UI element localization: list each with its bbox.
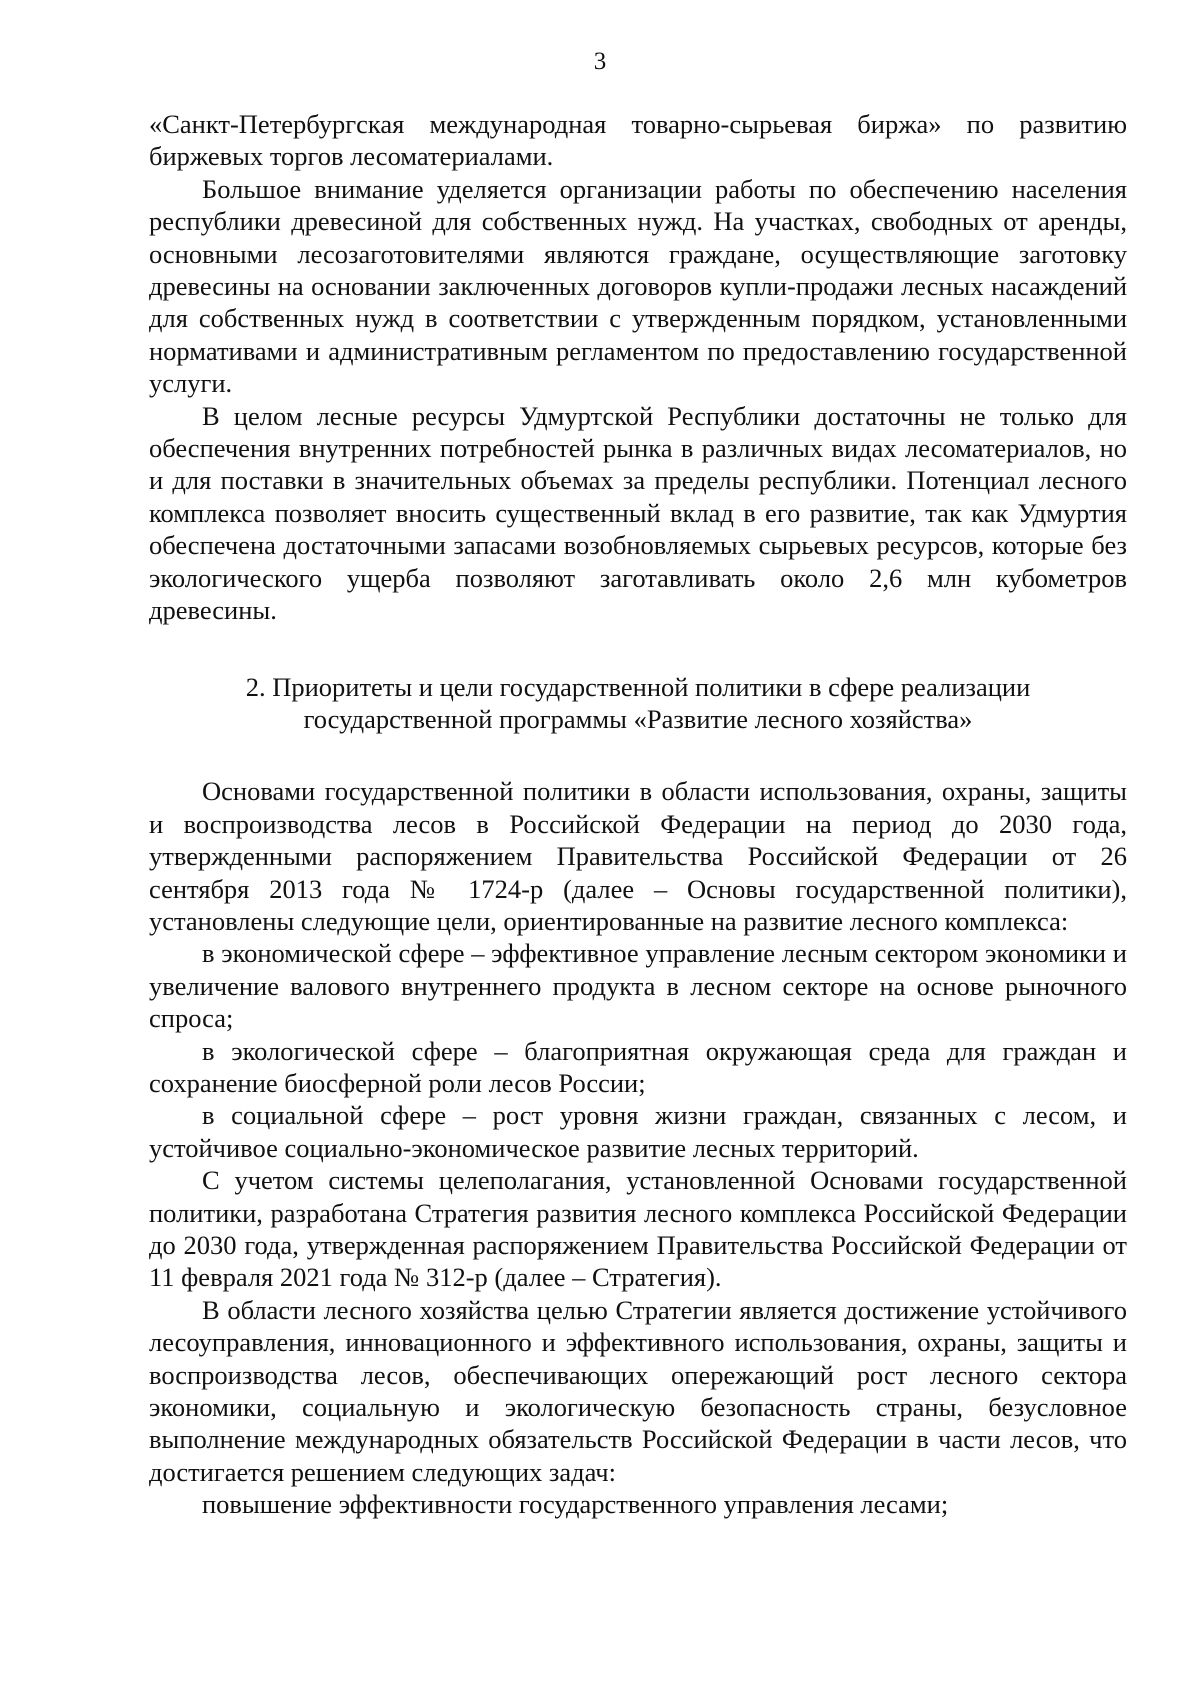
paragraph-forest-resources: В целом лесные ресурсы Удмуртской Республики достаточны не только для обеспечения внутренних потребностей рынка в различных видах лесоматериалов, но и для поставки в значительных объемах за пределы республики. Потенциал лесного комплекса позволяет вносить существенный вклад в его развитие, так как Удмуртия обеспечена достаточными запасами возобновляемых сырьевых ресурсов, которые без экологического ущерба позволяют заготавливать около 2,6 млн кубометров древесины. <box>149 400 1127 626</box>
paragraph-continuation: «Санкт-Петербургская международная товарно-сырьевая биржа» по развитию биржевых торгов лесоматериалами. <box>149 109 1127 172</box>
document-body <box>149 108 1127 1521</box>
paragraph-state-policy-basics: Основами государственной политики в области использования, охраны, защиты и воспроизводства лесов в Российской Федерации на период до 2030 года, утвержденными распоряжением Правительства Российской Федерации от 26 сентября 2013 года № 1724-р (далее – Основы государственной политики), установлены следующие цели, ориентированные на развитие лесного комплекса: <box>149 776 1127 936</box>
page-number: 3 <box>593 48 607 75</box>
paragraph-social-sphere: в социальной сфере – рост уровня жизни граждан, связанных с лесом, и устойчивое социально-экономическое развитие лесных территорий. <box>149 1100 1127 1163</box>
paragraph-economic-sphere: в экономической сфере – эффективное управление лесным сектором экономики и увеличение валового внутреннего продукта в лесном секторе на основе рыночного спроса; <box>149 938 1127 1034</box>
section-heading <box>149 671 1127 736</box>
paragraph-strategy-goal: В области лесного хозяйства целью Стратегии является достижение устойчивого лесоуправления, инновационного и эффективного использования, охраны, защиты и воспроизводства лесов, обеспечивающих опережающий рост лесного сектора экономики, социальную и экологическую безопасность страны, безусловное выполнение международных обязательств Российской Федерации в части лесов, что достигается решением следующих задач: <box>149 1294 1127 1487</box>
section-heading-line-1: 2. Приоритеты и цели государственной политики в сфере реализации <box>245 671 1031 702</box>
paragraph-wood-supply: Большое внимание уделяется организации работы по обеспечению населения республики древесиной для собственных нужд. На участках, свободных от аренды, основными лесозаготовителями являются граждане, осуществляющие заготовку древесины на основании заключенных договоров купли-продажи лесных насаждений для собственных нужд в соответствии с утвержденным порядком, установленными нормативами и административным регламентом по предоставлению государственной услуги. <box>149 173 1127 399</box>
paragraph-task-1: повышение эффективности государственного управления лесами; <box>202 1489 949 1520</box>
paragraph-ecological-sphere: в экологической сфере – благоприятная окружающая среда для граждан и сохранение биосферной роли лесов России; <box>149 1035 1127 1098</box>
paragraph-strategy: С учетом системы целеполагания, установленной Основами государственной политики, разработана Стратегия развития лесного комплекса Российской Федерации до 2030 года, утвержденная распоряжением Правительства Российской Федерации от 11 февраля 2021 года № 312-р (далее – Стратегия). <box>149 1165 1127 1293</box>
section-heading-line-2: государственной программы «Развитие лесного хозяйства» <box>303 703 973 734</box>
